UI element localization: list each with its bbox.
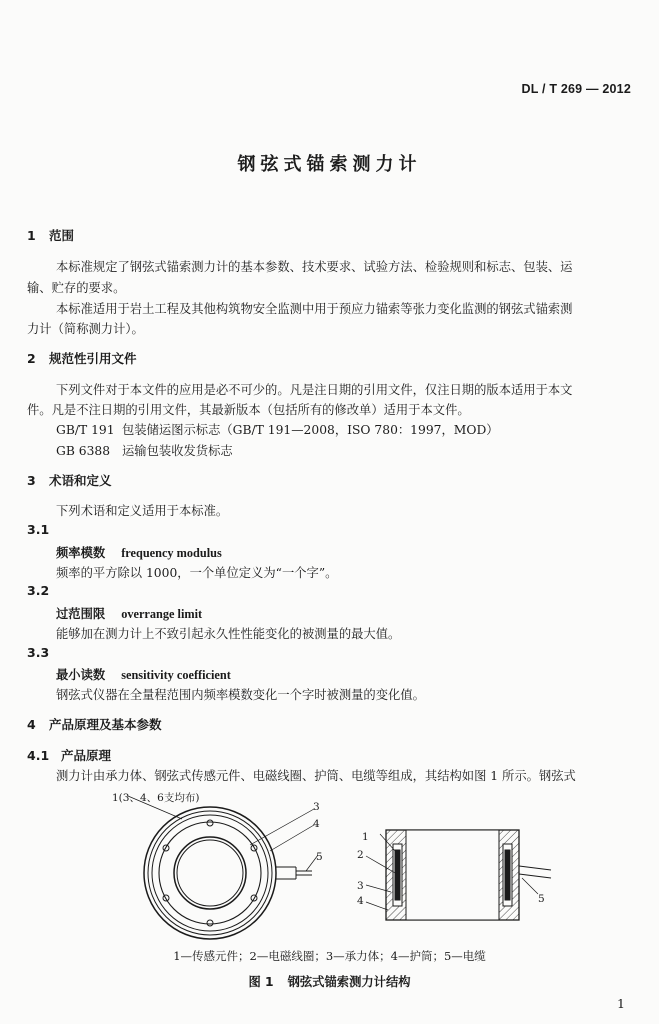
section-1-para-2-line-2: 力计（简称测力计）。 <box>27 322 144 336</box>
figure-1-ring-view <box>130 795 330 945</box>
reference-item: GB 6388 运输包装收发货标志 <box>56 444 233 458</box>
term-definition: 能够加在测力计上不致引起永久性性能变化的被测量的最大值。 <box>56 627 401 641</box>
term-number: 3.2 <box>27 583 50 598</box>
term-heading: 频率模数 frequency modulus <box>56 546 222 560</box>
term-heading: 过范围限 overrange limit <box>56 607 203 621</box>
section-3-heading: 3 术语和定义 <box>27 473 112 488</box>
figure-top-label: 1(3、4、6支均布) <box>112 792 200 804</box>
figure-right-label-1: 1 <box>362 831 369 843</box>
figure-right-label-2: 2 <box>357 849 364 861</box>
standard-code: DL / T 269 — 2012 <box>521 82 631 96</box>
term-number: 3.1 <box>27 522 50 537</box>
reference-item: GB/T 191 包装储运图示标志（GB/T 191—2008，ISO 780：1997，MOD） <box>56 423 499 437</box>
figure-left-label-4: 4 <box>313 818 320 830</box>
section-4-1-heading: 4.1 产品原理 <box>27 748 112 763</box>
page-number: 1 <box>617 996 625 1011</box>
figure-left-label-5: 5 <box>316 851 323 863</box>
term-heading: 最小读数 sensitivity coefficient <box>56 668 231 682</box>
section-1-heading: 1 范围 <box>27 228 75 243</box>
document-title: 钢弦式锚索测力计 <box>237 154 422 175</box>
figure-1-section-view <box>366 826 556 926</box>
figure-title: 图 1 钢弦式锚索测力计结构 <box>248 975 411 989</box>
section-1-para-1-line-2: 输、贮存的要求。 <box>27 281 126 295</box>
figure-right-label-4: 4 <box>357 895 364 907</box>
figure-right-label-5: 5 <box>538 893 545 905</box>
section-4-heading: 4 产品原理及基本参数 <box>27 717 162 732</box>
section-2-para-line-2: 件。凡是不注日期的引用文件，其最新版本（包括所有的修改单）适用于本文件。 <box>27 403 470 417</box>
figure-right-label-3: 3 <box>357 880 364 892</box>
figure-left-label-3: 3 <box>313 801 320 813</box>
term-definition: 频率的平方除以 1000，一个单位定义为“一个字”。 <box>56 566 338 580</box>
section-2-heading: 2 规范性引用文件 <box>27 351 137 366</box>
section-1-para-1-line-1: 本标准规定了钢弦式锚索测力计的基本参数、技术要求、试验方法、检验规则和标志、包装、运 <box>56 260 573 274</box>
section-2-para-line-1: 下列文件对于本文件的应用是必不可少的。凡是注日期的引用文件，仅注日期的版本适用于本文 <box>56 383 573 397</box>
section-1-para-2-line-1: 本标准适用于岩土工程及其他构筑物安全监测中用于预应力锚索等张力变化监测的钢弦式锚索测 <box>56 302 573 316</box>
section-4-1-para: 测力计由承力体、钢弦式传感元件、电磁线圈、护筒、电缆等组成，其结构如图 1 所示。钢弦式 <box>56 769 576 783</box>
term-number: 3.3 <box>27 645 50 660</box>
term-definition: 钢弦式仪器在全量程范围内频率模数变化一个字时被测量的变化值。 <box>56 688 425 702</box>
figure-caption: 1—传感元件；2—电磁线圈；3—承力体；4—护筒；5—电缆 <box>173 949 486 963</box>
section-3-intro: 下列术语和定义适用于本标准。 <box>56 504 229 518</box>
